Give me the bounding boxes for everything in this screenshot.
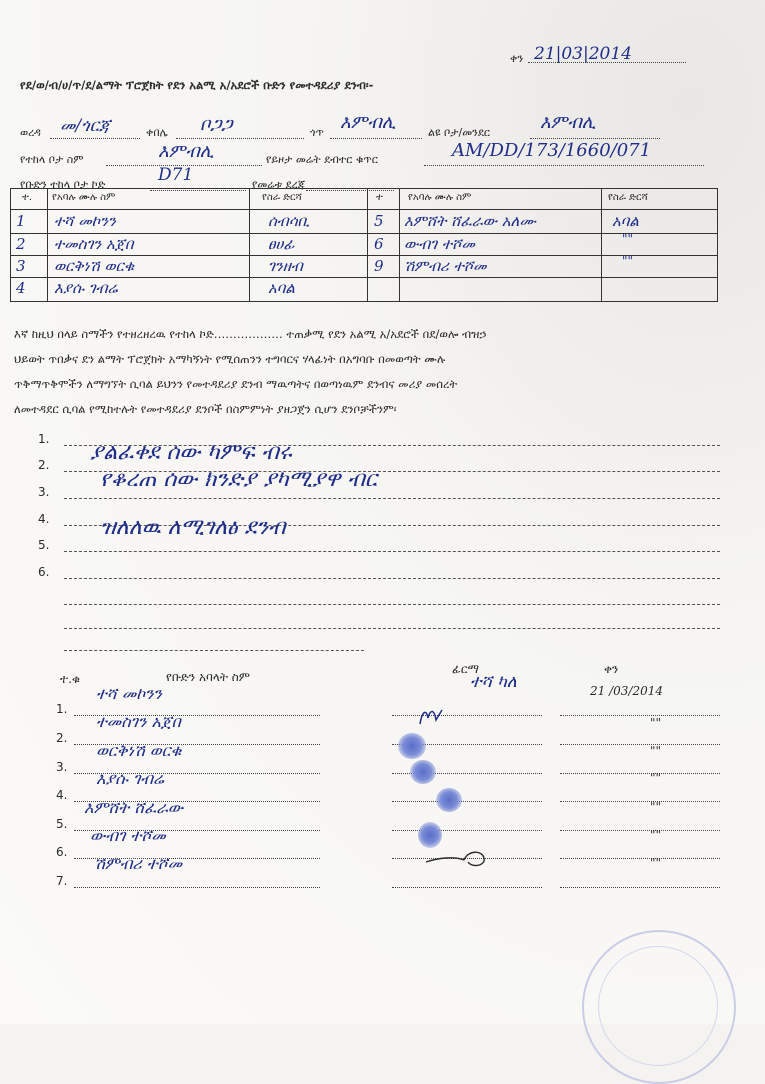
special-place-value: እምብሊ <box>540 112 596 133</box>
fingerprint-icon <box>418 822 442 848</box>
table-row-role: ፀሀፊ <box>268 235 295 253</box>
paragraph-line: ህይወት ጥበቃና ደን ልማት ፕሮጀክት አማካኝነት የሚሰጠንን ተግባርና ሃላፊነት በአግባቡ በመወጣት ሙሉ <box>14 352 446 366</box>
sig-header-note: ተሻ ካለ <box>470 672 517 692</box>
table-row-role-2: "" <box>622 232 634 246</box>
official-stamp-inner <box>598 946 718 1066</box>
sig-row-name: ውብገ ተሾመ <box>90 826 166 845</box>
sig-row-date: 21 /03/2014 <box>590 684 663 698</box>
sig-row-date: "" <box>650 828 662 842</box>
sig-row-no: 5. <box>56 817 68 831</box>
table-row-role-2: "" <box>622 254 634 268</box>
rule-number: 3. <box>38 485 50 499</box>
table-row-name: እያሱ ገብሬ <box>54 279 118 297</box>
woreda-label: ወረዳ <box>20 126 41 139</box>
table-row-role: አባል <box>268 279 295 297</box>
rule-text: ያልፈቀደ ሰው ካምፍ ብሩ <box>90 440 292 465</box>
fingerprint-icon <box>436 788 462 812</box>
sig-date-line <box>560 887 720 888</box>
rule-line <box>64 551 720 552</box>
sig-sign-line <box>392 715 542 716</box>
kebele-value: ቦጋጋ <box>200 114 233 135</box>
sig-row-date: "" <box>650 771 662 785</box>
table-row-no-2: 6 <box>374 235 384 253</box>
table-row-name: ተመስገን አጀበ <box>54 235 134 253</box>
got-label: ጎጥ <box>310 126 324 139</box>
rule-line <box>64 498 720 499</box>
rule-line <box>64 578 720 579</box>
rule-line-extra <box>64 650 364 651</box>
paragraph-line: እኛ ከዚህ በላይ ስማችን የተዘረዘረዉ የተከላ ኮድ……………… ተጠቃሚ የደን አልሚ አ/አደሮች በደ/ወሎ ብዝኃ <box>14 327 487 341</box>
sig-row-no: 1. <box>56 702 68 716</box>
land-grade-label: የመሬቱ ደረጃ <box>252 178 306 191</box>
table-row-role: ሰብሳቢ <box>268 212 310 230</box>
sig-row-date: "" <box>650 716 662 730</box>
fingerprint-icon <box>410 760 436 784</box>
rule-number: 1. <box>38 432 50 446</box>
kebele-line <box>176 138 304 139</box>
rule-text: የቆረጠ ሰው ክንድያ ያካሚያዋ ብር <box>100 467 378 492</box>
sig-row-name: ሽምብሪ ተሾመ <box>94 854 183 873</box>
sig-row-line <box>74 887 320 888</box>
table-row-no-2: 9 <box>374 257 384 275</box>
sig-sign-line <box>392 887 542 888</box>
fingerprint-icon <box>398 733 426 759</box>
sig-row-name: እያሱ ገብሬ <box>96 769 164 788</box>
table-row-name: ወርቅነሽ ወርቁ <box>54 257 135 275</box>
woreda-value: መ/ጎርጃ <box>60 116 111 136</box>
sig-col-sign: ፊርማ <box>452 662 480 676</box>
table-row-role: ገንዘብ <box>268 257 303 275</box>
table-row-name-2: ውብገ ተሾመ <box>404 235 475 253</box>
sig-row-name: ወርቅነሽ ወርቁ <box>96 741 182 760</box>
sig-row-no: 4. <box>56 788 68 802</box>
sig-date-line <box>560 801 720 802</box>
sig-row-name: እምሸት ሸፈራው <box>84 798 184 817</box>
sig-row-no: 2. <box>56 731 68 745</box>
rule-number: 5. <box>38 538 50 552</box>
group-code-label: የቡድን ተከላ ቦታ ኮድ <box>20 178 106 191</box>
rule-number: 2. <box>38 458 50 472</box>
date-value: 21|03|2014 <box>534 44 632 64</box>
cert-value: AM/DD/173/1660/071 <box>452 140 652 161</box>
sig-date-line <box>560 858 720 859</box>
sig-col-date: ቀን <box>604 662 619 676</box>
table-row-role-2: አባል <box>612 212 639 230</box>
table-row-name: ተሻ መኮንን <box>54 212 116 230</box>
sig-col-no: ተ.ቁ <box>60 672 81 686</box>
special-place-label: ልዩ ቦታ/መንደር <box>428 126 491 139</box>
rule-line-extra <box>64 628 720 629</box>
sig-row-no: 3. <box>56 760 68 774</box>
sig-date-line <box>560 773 720 774</box>
rule-text: ዝለለዉ ለሚገለፅ ደንብ <box>100 515 286 540</box>
paragraph-line: ለመተዳደር ሲባል የሚከተሉት የመተዳደሪያ ደንቦች በስምምነት ያዘጋጀን ሲሆን ደንቦቻችንም፡ <box>14 402 397 416</box>
got-line <box>330 138 422 139</box>
rule-line-extra <box>64 604 720 605</box>
sig-row-no: 7. <box>56 874 68 888</box>
kebele-label: ቀበሌ <box>146 126 168 139</box>
cert-line <box>424 165 704 166</box>
th-no: ተ. <box>22 192 32 203</box>
site-value: እምብሊ <box>158 141 214 162</box>
signature-mark <box>416 704 446 728</box>
signature-mark <box>424 846 490 870</box>
got-value: እምብሊ <box>340 112 396 133</box>
special-place-line <box>530 138 660 139</box>
table-row-no-2: 5 <box>374 212 384 230</box>
date-label: ቀን <box>510 52 524 65</box>
th-role: የስራ ድርሻ <box>262 192 302 203</box>
site-label: የተከላ ቦታ ስም <box>20 153 84 166</box>
th-name-2: የአባሉ ሙሉ ስም <box>408 192 472 203</box>
form-title: የደ/ወ/ብ/ሀ/ጥ/ደ/ልማት ፕሮጀክት የደን አልሚ አ/አደሮች ቡድን የመተዳደሪያ ደንብ፡- <box>20 78 374 92</box>
sig-date-line <box>560 715 720 716</box>
table-row-no: 3 <box>16 257 26 275</box>
th-role-2: የስራ ድርሻ <box>608 192 648 203</box>
sig-row-no: 6. <box>56 845 68 859</box>
rule-number: 6. <box>38 565 50 579</box>
paragraph-line: ጥቅማጥቅሞችን ለማግኘት ሲባል ይህንን የመተዳደሪያ ደንብ ማዉጣትና በወጣነዉም ደንብና መሪያ መሰረት <box>14 377 458 391</box>
sig-date-line <box>560 744 720 745</box>
sig-row-name: ተመስገን አጀበ <box>96 712 181 731</box>
sig-col-name: የቡድን አባላት ስም <box>166 670 250 684</box>
th-name: የአባሉ ሙሉ ስም <box>52 192 116 203</box>
sig-row-date: "" <box>650 856 662 870</box>
table-row-no: 1 <box>16 212 26 230</box>
cert-label: የይዞታ መሬት ደብተር ቁጥር <box>266 153 378 166</box>
sig-sign-line <box>392 801 542 802</box>
sig-date-line <box>560 830 720 831</box>
agreement-paragraph <box>14 322 714 422</box>
table-row-no: 4 <box>16 279 26 297</box>
table-row-name-2: እምሸት ሸፈራው አለሙ <box>404 212 536 230</box>
table-row-name-2: ሽምብሪ ተሾመ <box>404 257 487 275</box>
table-row-no: 2 <box>16 235 26 253</box>
th-no-2: ተ <box>376 192 383 203</box>
group-code-value: D71 <box>158 165 194 185</box>
sig-row-name: ተሻ መኮንን <box>96 684 162 703</box>
sig-row-date: "" <box>650 800 662 814</box>
woreda-line <box>50 138 140 139</box>
sig-sign-line <box>392 830 542 831</box>
sig-row-date: "" <box>650 744 662 758</box>
rule-number: 4. <box>38 512 50 526</box>
